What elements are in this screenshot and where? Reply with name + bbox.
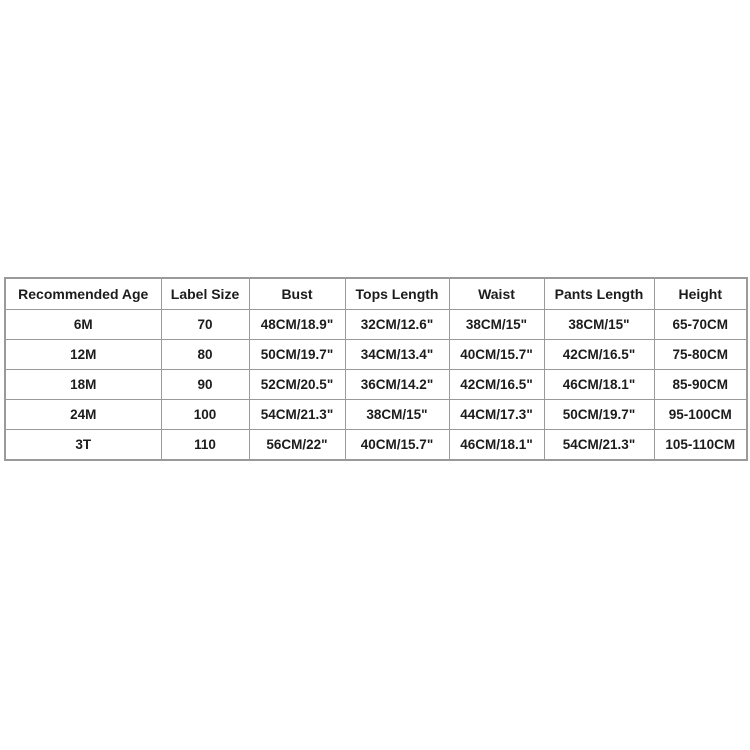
table-cell: 32CM/12.6" — [345, 310, 449, 340]
table-cell: 105-110CM — [654, 430, 747, 461]
table-cell: 6M — [5, 310, 161, 340]
table-cell: 46CM/18.1" — [449, 430, 544, 461]
table-cell: 100 — [161, 400, 249, 430]
header-row — [5, 278, 747, 310]
table-cell: 65-70CM — [654, 310, 747, 340]
column-header-label-size: Label Size — [161, 278, 249, 310]
table-cell: 24M — [5, 400, 161, 430]
table-cell: 12M — [5, 340, 161, 370]
table-cell: 48CM/18.9" — [249, 310, 345, 340]
table-row-18m — [5, 370, 747, 400]
table-cell: 80 — [161, 340, 249, 370]
table-cell: 18M — [5, 370, 161, 400]
column-header-height: Height — [654, 278, 747, 310]
table-cell: 95-100CM — [654, 400, 747, 430]
table-cell: 40CM/15.7" — [449, 340, 544, 370]
table-cell: 46CM/18.1" — [544, 370, 654, 400]
table-row-6m — [5, 310, 747, 340]
table-cell: 85-90CM — [654, 370, 747, 400]
table-cell: 38CM/15" — [544, 310, 654, 340]
table-row-3t — [5, 430, 747, 461]
table-cell: 70 — [161, 310, 249, 340]
column-header-waist: Waist — [449, 278, 544, 310]
column-header-tops-length: Tops Length — [345, 278, 449, 310]
table-cell: 50CM/19.7" — [249, 340, 345, 370]
table-cell: 42CM/16.5" — [544, 340, 654, 370]
table-cell: 38CM/15" — [345, 400, 449, 430]
table-cell: 50CM/19.7" — [544, 400, 654, 430]
table-cell: 54CM/21.3" — [249, 400, 345, 430]
column-header-bust: Bust — [249, 278, 345, 310]
table-cell: 40CM/15.7" — [345, 430, 449, 461]
table-cell: 75-80CM — [654, 340, 747, 370]
table-cell: 38CM/15" — [449, 310, 544, 340]
table-cell: 36CM/14.2" — [345, 370, 449, 400]
table-row-12m — [5, 340, 747, 370]
table-cell: 34CM/13.4" — [345, 340, 449, 370]
table-cell: 56CM/22" — [249, 430, 345, 461]
table-row-24m — [5, 400, 747, 430]
table-cell: 90 — [161, 370, 249, 400]
table-cell: 3T — [5, 430, 161, 461]
table-cell: 44CM/17.3" — [449, 400, 544, 430]
column-header-recommended-age: Recommended Age — [5, 278, 161, 310]
column-header-pants-length: Pants Length — [544, 278, 654, 310]
size-chart-table — [4, 277, 748, 461]
table-cell: 42CM/16.5" — [449, 370, 544, 400]
table-cell: 110 — [161, 430, 249, 461]
table-cell: 54CM/21.3" — [544, 430, 654, 461]
table-cell: 52CM/20.5" — [249, 370, 345, 400]
